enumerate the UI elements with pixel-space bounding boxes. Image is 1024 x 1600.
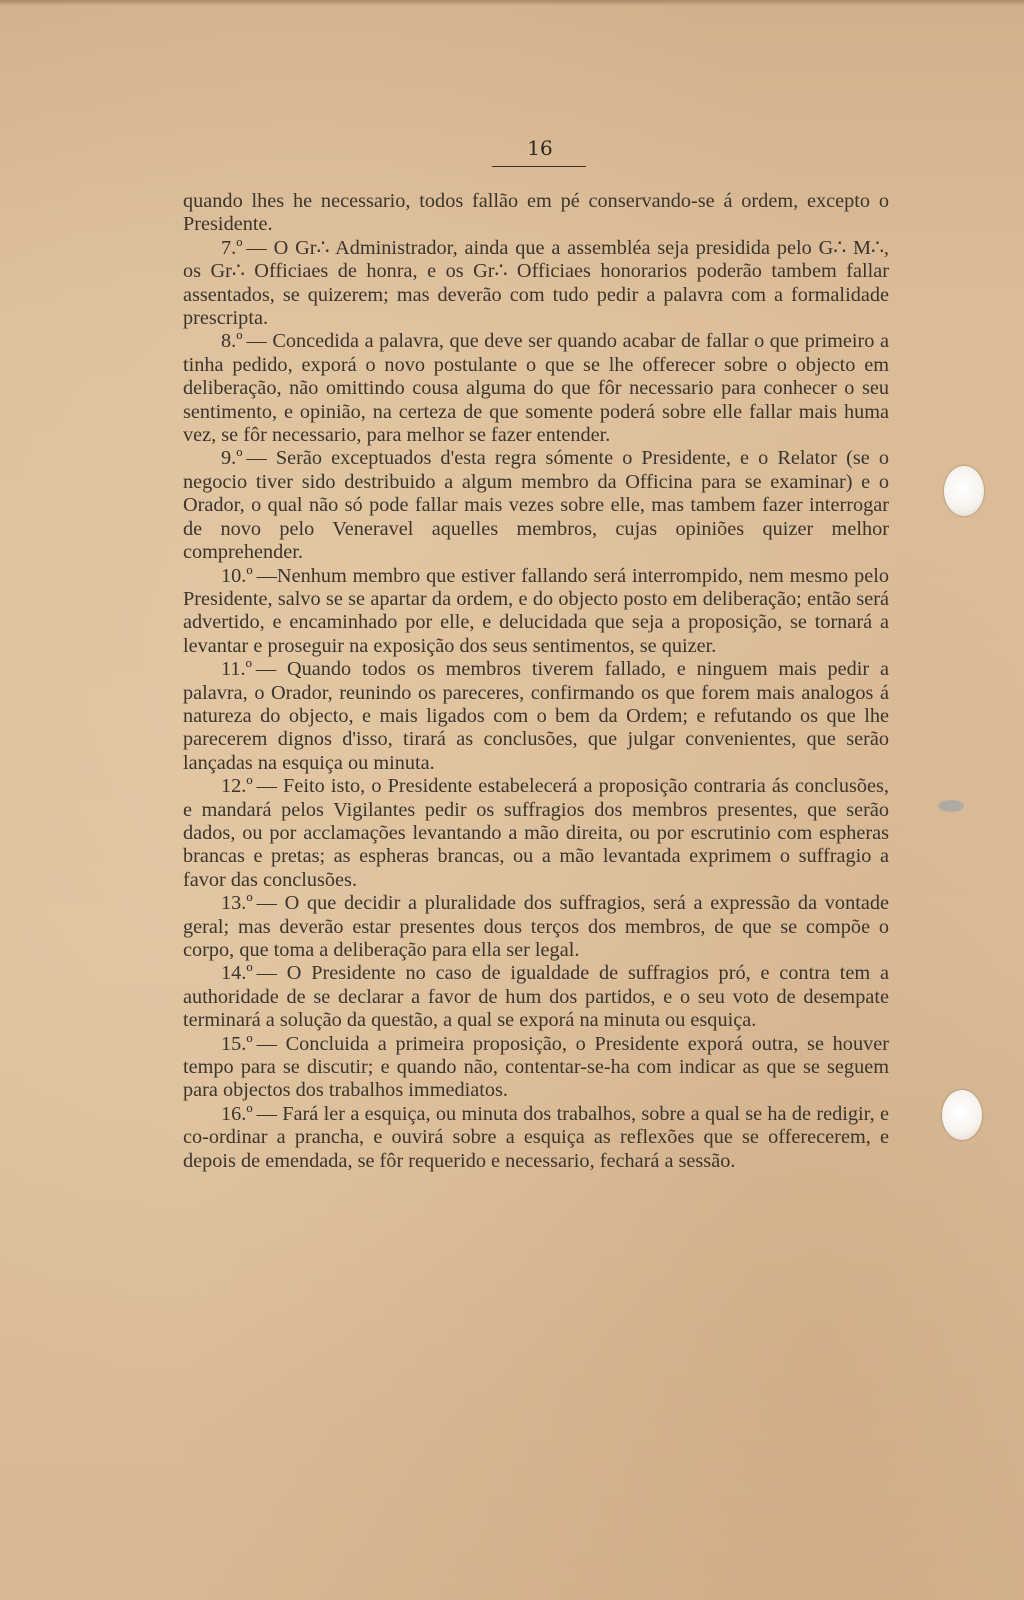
- paragraph-text: — Concluida a primeira proposição, o Presidente exporá outra, se houver tempo para se discutir; e quando não, contentar-se-ha com indicar as que se seguem para objectos dos trabalhos immediatos.: [183, 1032, 889, 1102]
- page-number-rule: [492, 166, 586, 167]
- binding-hole-lower: [942, 1090, 982, 1140]
- paragraph-text: — Feito isto, o Presidente estabelecerá a proposição contraria ás conclusões, e mandará pelos Vigilantes pedir os suffragios dos membros presentes, que serão dados, ou por acclamações levantando a mão direita, ou por escrutinio com espheras brancas e pretas; as espheras brancas, ou a mão levantada exprimem o suffragio a favor das conclusões.: [183, 775, 889, 891]
- paper-stain: [938, 800, 964, 812]
- paragraph-article-12: [183, 775, 889, 892]
- article-number: 13.º: [221, 892, 253, 915]
- article-number: 8.º: [221, 330, 243, 353]
- paragraph-article-16: [183, 1103, 889, 1173]
- paragraph-article-11: [183, 658, 889, 775]
- paragraph-article-10: [183, 565, 889, 659]
- article-number: 11.º: [221, 658, 252, 681]
- paragraph-article-15: [183, 1033, 889, 1103]
- paragraph-text: — O Presidente no caso de igualdade de suffragios pró, e contra tem a authoridade de se declarar a favor de hum dos partidos, e o seu voto de desempate terminará a solução da questão, a qual se exporá na minuta ou esquiça.: [183, 962, 889, 1032]
- paragraph-article-13: [183, 892, 889, 962]
- paragraph-article-9: [183, 447, 889, 564]
- paragraph-text: quando lhes he necessario, todos fallão em pé conservando-se á ordem, excepto o Presidente.: [183, 190, 889, 236]
- body-text: [183, 190, 889, 1173]
- paragraph-text: — O que decidir a pluralidade dos suffragios, será a expressão da vontade geral; mas deverão estar presentes dous terços dos membros, de que se compõe o corpo, que toma a deliberação para ella ser legal.: [183, 892, 889, 961]
- paragraph-text: — O Gr∴ Administrador, ainda que a assembléa seja presidida pelo G∴ M∴, os Gr∴ Officiaes de honra, e os Gr∴ Officiaes honorarios poderão tambem fallar assentados, se quizerem; mas deverão com tudo pedir a palavra com a formalidade prescripta.: [183, 236, 889, 330]
- page-number: 16: [527, 136, 553, 160]
- paragraph-article-8: [183, 330, 889, 447]
- article-number: 12.º: [221, 775, 253, 798]
- article-number: 15.º: [221, 1032, 253, 1055]
- page-top-edge: [0, 0, 1024, 6]
- article-number: 9.º: [221, 447, 243, 470]
- paragraph-article-7: [183, 237, 889, 331]
- paragraph-text: — Fará ler a esquiça, ou minuta dos trabalhos, sobre a qual se ha de redigir, e co-ordinar a prancha, e ouvirá sobre a esquiça as reflexões que se offerecerem, e depois de emendada, se fôr requerido e necessario, fechará a sessão.: [183, 1102, 889, 1172]
- paragraph-text: —Nenhum membro que estiver fallando será interrompido, nem mesmo pelo Presidente, salvo se se apartar da ordem, e do objecto posto em deliberação; então será advertido, e encaminhado por elle, e delucidada que seja a proposição, se tornará a levantar e proseguir na exposição dos seus sentimentos, se quizer.: [183, 564, 889, 657]
- paragraph-continuation: [183, 190, 889, 237]
- article-number: 16.º: [221, 1102, 253, 1125]
- paragraph-text: — Concedida a palavra, que deve ser quando acabar de fallar o que primeiro a tinha pedido, exporá o novo postulante o que se lhe offerecer sobre o objecto em deliberação, não omittindo cousa alguma do que fôr necessario para conhecer o seu sentimento, e opinião, na certeza de que somente poderá sobre elle fallar mais huma vez, se fôr necessario, para melhor se fazer entender.: [183, 330, 889, 447]
- binding-hole-upper: [944, 466, 984, 516]
- paragraph-text: — Quando todos os membros tiverem fallado, e ninguem mais pedir a palavra, o Orador, reunindo os pareceres, confirmando os que forem mais analogos á natureza do objecto, e mais ligados com o bem da Ordem; e refutando os que lhe parecerem dignos d'isso, tirará as conclusões, que julgar convenientes, que serão lançadas na esquiça ou minuta.: [183, 658, 889, 774]
- article-number: 14.º: [221, 962, 253, 985]
- paragraph-article-14: [183, 962, 889, 1032]
- article-number: 10.º: [221, 564, 253, 587]
- paragraph-text: — Serão exceptuados d'esta regra sómente o Presidente, e o Relator (se o negocio tiver sido destribuido a algum membro da Officina para se examinar) e o Orador, o qual não só pode fallar mais vezes sobre elle, mas tambem fazer interrogar de novo pelo Veneravel aquelles membros, cujas opiniões quizer melhor comprehender.: [183, 447, 889, 564]
- article-number: 7.º: [221, 236, 243, 259]
